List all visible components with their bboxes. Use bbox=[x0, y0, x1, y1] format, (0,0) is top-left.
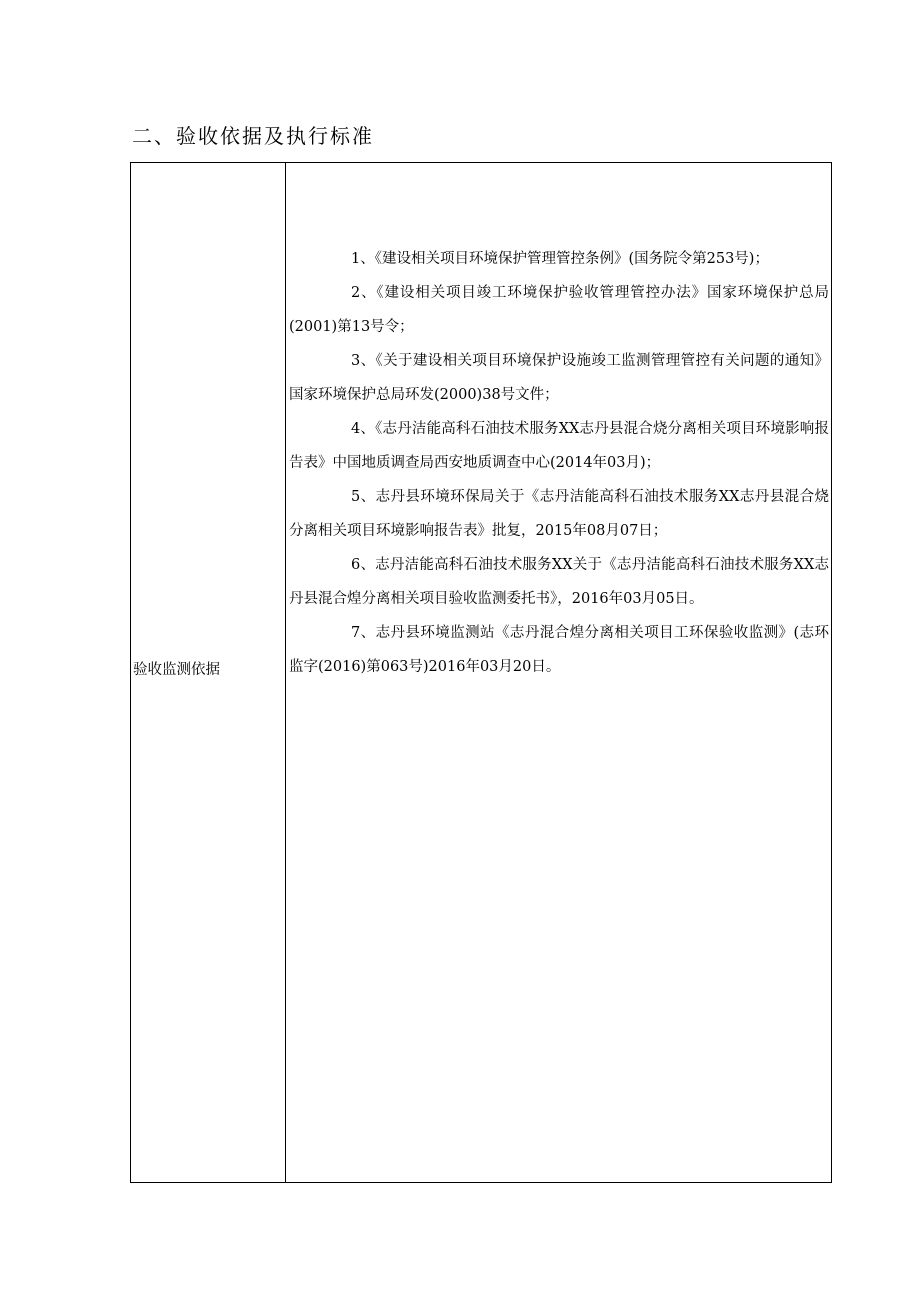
basis-item-2: 2、《建设相关项目竣工环境保护验收管理管控办法》国家环境保护总局(2001)第13号令； bbox=[289, 285, 829, 335]
section-heading: 二、验收依据及执行标准 bbox=[132, 124, 374, 148]
label-text: 验收监测依据 bbox=[133, 661, 220, 678]
basis-item-4: 4、《志丹洁能高科石油技术服务XX志丹县混合烧分离相关项目环境影响报告表》中国地质调查局西安地质调查中心(2014年03月)； bbox=[289, 421, 829, 471]
acceptance-basis-table bbox=[130, 162, 832, 1183]
label-cell bbox=[131, 163, 286, 1182]
content-cell bbox=[286, 163, 831, 1182]
basis-item-1: 1、《建设相关项目环境保护管理管控条例》(国务院令第253号)； bbox=[351, 251, 769, 267]
basis-item-6: 6、志丹洁能高科石油技术服务XX关于《志丹洁能高科石油技术服务XX志丹县混合煌分离相关项目验收监测委托书》，2016年03月05日。 bbox=[289, 557, 829, 607]
basis-item-5: 5、志丹县环境环保局关于《志丹洁能高科石油技术服务XX志丹县混合烧分离相关项目环境影响报告表》批复，2015年08月07日； bbox=[289, 489, 829, 539]
basis-item-3: 3、《关于建设相关项目环境保护设施竣工监测管理管控有关问题的通知》国家环境保护总局环发(2000)38号文件； bbox=[289, 353, 829, 403]
basis-item-7: 7、志丹县环境监测站《志丹混合煌分离相关项目工环保验收监测》(志环监字(2016)第063号)2016年03月20日。 bbox=[289, 625, 829, 675]
